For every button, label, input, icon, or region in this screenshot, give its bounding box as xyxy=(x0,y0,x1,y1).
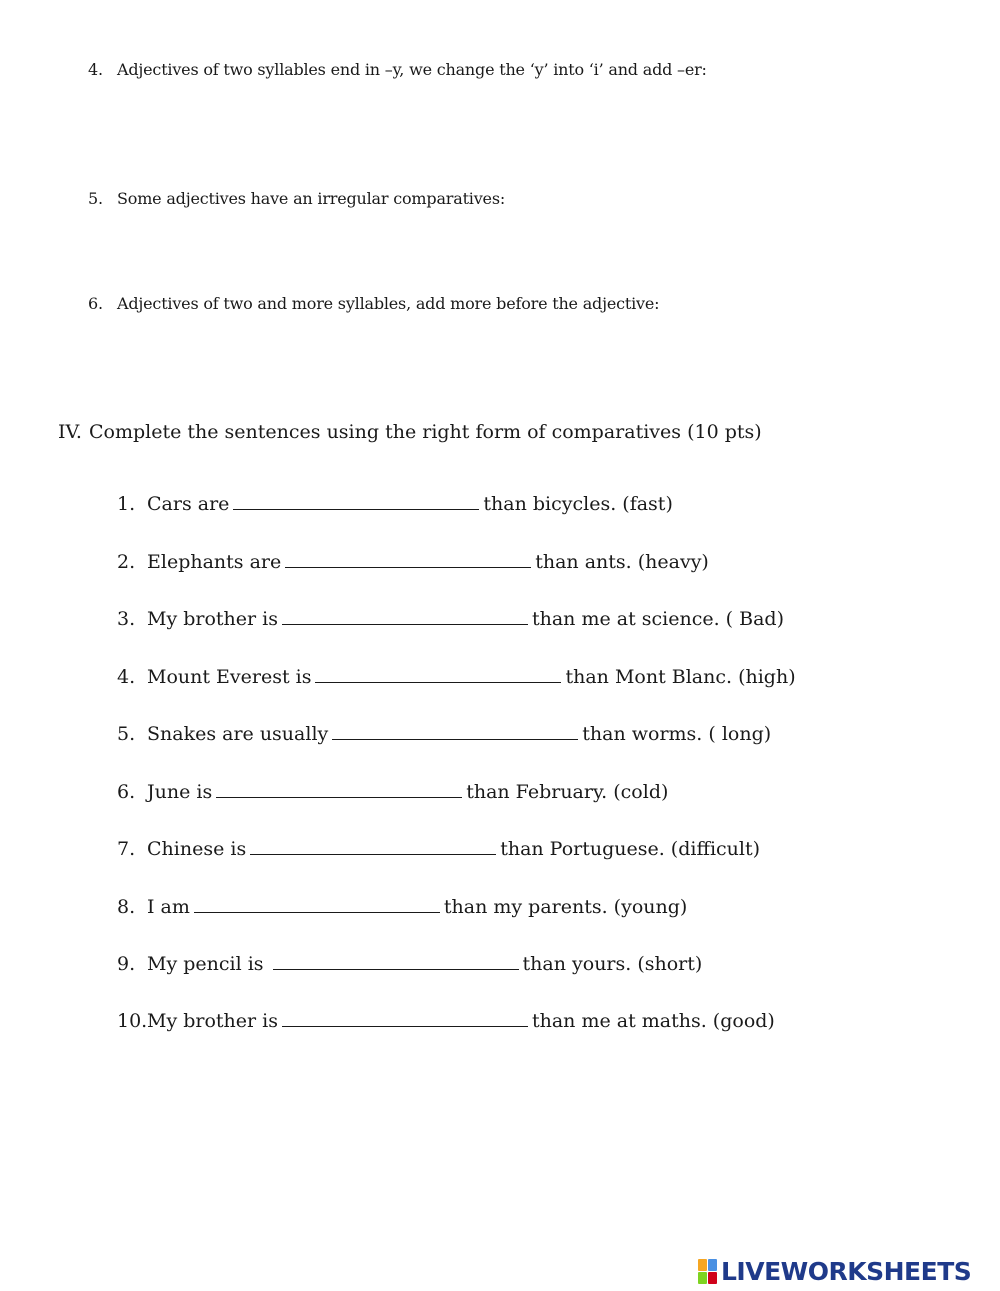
exercise-item-4 xyxy=(117,666,796,690)
answer-blank[interactable] xyxy=(233,508,479,510)
exercise-item-9 xyxy=(117,953,702,977)
item-hint: than Portuguese. (difficult) xyxy=(500,838,761,860)
item-number: 3. xyxy=(117,608,136,630)
item-hint: than Mont Blanc. (high) xyxy=(565,666,796,688)
section-heading xyxy=(58,421,762,443)
item-prompt: My brother is xyxy=(147,1010,278,1032)
rule-number: 6. xyxy=(88,294,103,313)
item-number: 8. xyxy=(117,896,136,918)
item-number: 2. xyxy=(117,551,136,573)
answer-blank[interactable] xyxy=(285,566,531,568)
item-number: 10. xyxy=(117,1010,148,1032)
item-prompt: Elephants are xyxy=(147,551,282,573)
item-prompt: I am xyxy=(147,896,190,918)
item-hint: than ants. (heavy) xyxy=(535,551,709,573)
grammar-rule-6 xyxy=(88,294,659,313)
exercise-item-3 xyxy=(117,608,784,632)
answer-blank[interactable] xyxy=(282,623,528,625)
logo-text: LIVEWORKSHEETS xyxy=(721,1256,972,1286)
exercise-item-10 xyxy=(117,1010,775,1034)
exercise-item-7 xyxy=(117,838,760,862)
rule-number: 5. xyxy=(88,189,103,208)
item-prompt: Chinese is xyxy=(147,838,247,860)
item-number: 1. xyxy=(117,493,136,515)
item-number: 7. xyxy=(117,838,136,860)
exercise-item-1 xyxy=(117,493,673,517)
answer-blank[interactable] xyxy=(216,796,462,798)
item-number: 5. xyxy=(117,723,136,745)
item-hint: than my parents. (young) xyxy=(443,896,688,918)
answer-blank[interactable] xyxy=(315,681,561,683)
answer-blank[interactable] xyxy=(194,911,440,913)
answer-blank[interactable] xyxy=(250,853,496,855)
rule-text: Adjectives of two syllables end in –y, we change the ‘y’ into ‘i’ and add –er: xyxy=(117,60,707,79)
rule-text: Adjectives of two and more syllables, add more before the adjective: xyxy=(117,294,660,313)
item-hint: than yours. (short) xyxy=(522,953,703,975)
item-prompt: Snakes are usually xyxy=(147,723,329,745)
grammar-rule-5 xyxy=(88,189,505,208)
item-prompt: Mount Everest is xyxy=(147,666,312,688)
liveworksheets-logo-icon xyxy=(698,1259,717,1284)
section-numeral: IV. xyxy=(58,421,82,443)
item-prompt: Cars are xyxy=(147,493,230,515)
item-prompt: June is xyxy=(147,781,213,803)
liveworksheets-logo[interactable] xyxy=(698,1257,971,1285)
item-number: 6. xyxy=(117,781,136,803)
item-number: 4. xyxy=(117,666,136,688)
item-prompt: My brother is xyxy=(147,608,278,630)
exercise-item-6 xyxy=(117,781,668,805)
exercise-item-8 xyxy=(117,896,687,920)
item-hint: than me at science. ( Bad) xyxy=(531,608,784,630)
item-hint: than worms. ( long) xyxy=(582,723,772,745)
item-hint: than bicycles. (fast) xyxy=(483,493,673,515)
item-prompt: My pencil is xyxy=(147,953,264,975)
exercise-item-5 xyxy=(117,723,771,747)
rule-number: 4. xyxy=(88,60,103,79)
answer-blank[interactable] xyxy=(282,1025,528,1027)
item-hint: than me at maths. (good) xyxy=(531,1010,775,1032)
exercise-item-2 xyxy=(117,551,709,575)
grammar-rule-4 xyxy=(88,60,707,79)
rule-text: Some adjectives have an irregular comparatives: xyxy=(117,189,506,208)
item-hint: than February. (cold) xyxy=(466,781,669,803)
section-title: Complete the sentences using the right form of comparatives (10 pts) xyxy=(89,421,762,443)
answer-blank[interactable] xyxy=(332,738,578,740)
item-number: 9. xyxy=(117,953,136,975)
answer-blank[interactable] xyxy=(273,968,519,970)
